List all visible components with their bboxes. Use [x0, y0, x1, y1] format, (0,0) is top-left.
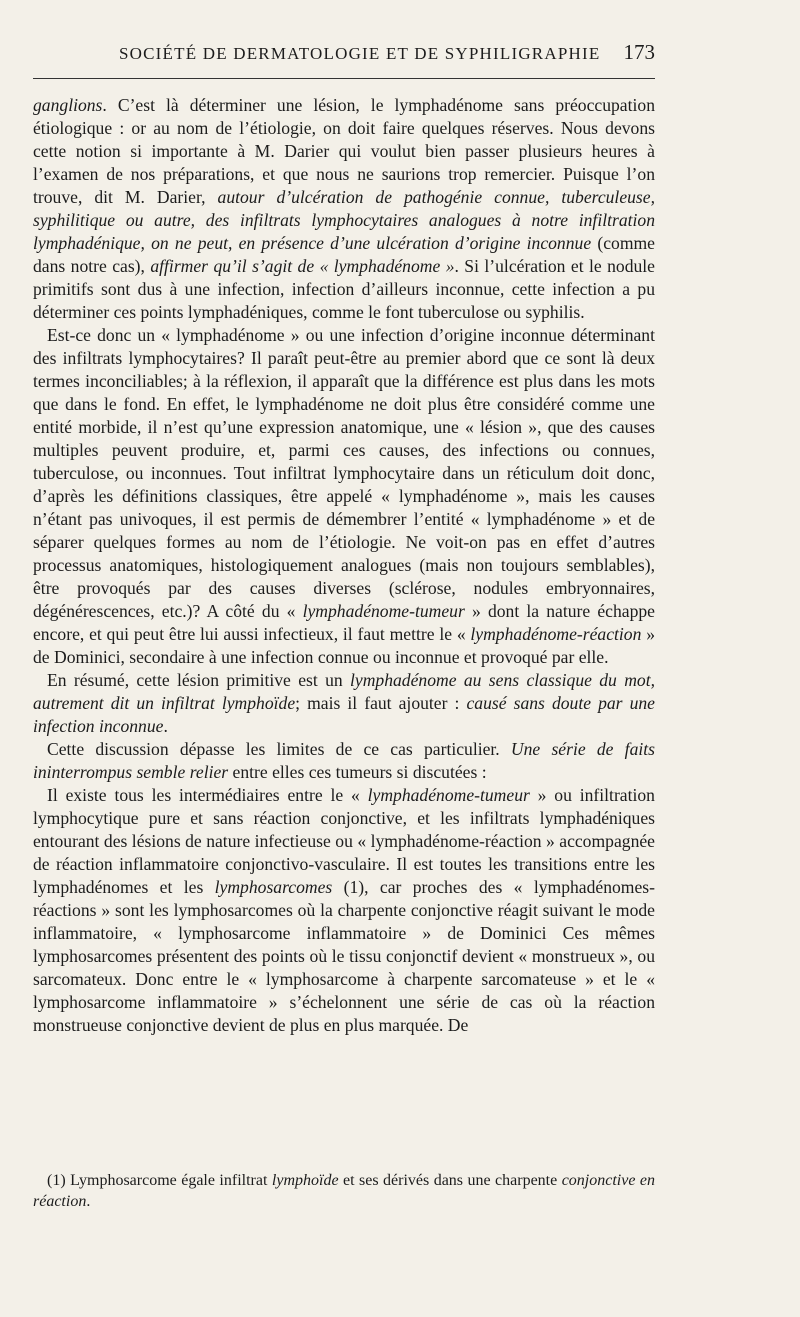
italic-text: lymphadénome-tumeur: [367, 785, 530, 805]
text-run: » ou infiltration lymphocytique pure et sans réaction conjonctive, et les infiltrats lymphadéniques entourant des lésions de nature infectieuse ou « lymphadénome-réaction » accompagnée de réaction inflammatoire conjonctivo-vasculaire. Il est toutes les transitions entre les lymphadénomes et les: [33, 785, 655, 897]
italic-text: lymphadénome-tumeur: [302, 601, 465, 621]
text-run: En résumé, cette lésion primitive est un: [47, 670, 351, 690]
footnote-text: [33, 1170, 655, 1212]
italic-text: autour d’ulcération de pathogénie connue, tuberculeuse, syphilitique ou autre, des infiltrats lymphocytaires analogues à notre infiltration lymphadénique, on ne peut, en présence d’une ulcération d’origine inconnue: [33, 187, 655, 253]
text-run: » dont la nature échappe encore, et qui peut être lui aussi infectieux, il faut mettre le «: [33, 601, 655, 644]
text-run: Il existe tous les intermédiaires entre le «: [47, 785, 368, 805]
text-run: Cette discussion dépasse les limites de ce cas particulier.: [47, 739, 511, 759]
italic-text: conjonctive en réaction: [33, 1172, 656, 1210]
italic-text: causé sans doute par une infection inconnue: [33, 693, 655, 736]
italic-text: lymphosarcomes: [214, 877, 333, 897]
text-run: .: [163, 716, 168, 736]
page-header: [33, 40, 655, 68]
text-run: . C’est là déterminer une lésion, le lymphadénome sans préoccupation étiologique : or au nom de l’étiologie, on doit faire quelques réserves. Nous devons cette notion si importante à M. Darier qui voulut bien passer plusieurs heures à l’examen de nos préparations, et que nous ne saurions trop remercier. Puisque l’on trouve, dit M. Darier,: [33, 95, 655, 207]
italic-text: ganglions: [33, 95, 103, 115]
document-page: [33, 0, 655, 1317]
text-run: » de Dominici, secondaire à une infection connue ou inconnue et provoqué par elle.: [33, 624, 655, 667]
text-run: . Si l’ulcération et le nodule primitifs sont dus à une infection, infection d’ailleurs inconnue, cette infection a pu déterminer ces points lymphadéniques, comme le font tuberculose ou syphilis.: [33, 256, 655, 322]
text-run: .: [86, 1193, 91, 1210]
header-rule: [33, 78, 655, 79]
italic-text: lymphoïde: [271, 1172, 339, 1189]
body-text: [33, 94, 655, 1037]
paragraph: [33, 738, 655, 784]
paragraph: [33, 94, 655, 324]
paragraph: [33, 784, 655, 1037]
running-title: SOCIÉTÉ DE DERMATOLOGIE ET DE SYPHILIGRAPHIE: [119, 44, 601, 63]
text-run: ; mais il faut ajouter :: [295, 693, 467, 713]
page-number: 173: [623, 40, 655, 64]
text-run: (1) Lymphosarcome égale infiltrat: [47, 1172, 272, 1189]
italic-text: lymphadénome-réaction: [470, 624, 642, 644]
text-run: entre elles ces tumeurs si discutées :: [228, 762, 487, 782]
text-run: Est-ce donc un « lymphadénome » ou une infection d’origine inconnue déterminant des infiltrats lymphocytaires? Il paraît peut-être au premier abord que ce sont là deux termes inconciliables; à la réflexion, il apparaît que la différence est plus dans les mots que dans le fond. En effet, le lymphadénome ne doit plus être considéré comme une entité morbide, il n’est qu’une expression anatomique, une « lésion », que des causes multiples peuvent produire, et, parmi ces causes, des infections ou connues, tuberculose, ou inconnues. Tout infiltrat lymphocytaire dans un réticulum doit donc, d’après les définitions classiques, être appelé « lymphadénome », mais les causes n’étant pas univoques, il est permis de démembrer l’entité « lymphadénome » et de séparer quelques formes au nom de l’étiologie. Ne voit-on pas en effet d’autres processus anatomiques, histologiquement analogues (mais non toujours semblables), être provoqués par des causes diverses (sclérose, nodules embryonnaires, dégénérescences, etc.)? A côté du «: [33, 325, 655, 621]
text-run: (comme dans notre cas),: [33, 233, 655, 276]
footnote: [33, 1170, 655, 1212]
paragraph: [33, 669, 655, 738]
text-run: et ses dérivés dans une charpente: [338, 1172, 562, 1189]
italic-text: affirmer qu’il s’agit de « lymphadénome »: [150, 256, 455, 276]
italic-text: lymphadénome au sens classique du mot, autrement dit un infiltrat lymphoïde: [33, 670, 655, 713]
text-run: (1), car proches des « lymphadénomes-réactions » sont les lymphosarcomes où la charpente conjonctive réagit suivant le mode inflammatoire, « lymphosarcome inflammatoire » de Dominici Ces mêmes lymphosarcomes présentent des points où le tissu conjonctif devient « monstrueux », ou sarcomateux. Donc entre le « lymphosarcome à charpente sarcomateuse » et le « lymphosarcome inflammatoire » s’échelonnent une série de cas où la réaction monstrueuse conjonctive devient de plus en plus marquée. De: [33, 877, 655, 1035]
paragraph: [33, 324, 655, 669]
italic-text: Une série de faits ininterrompus semble relier: [33, 739, 655, 782]
